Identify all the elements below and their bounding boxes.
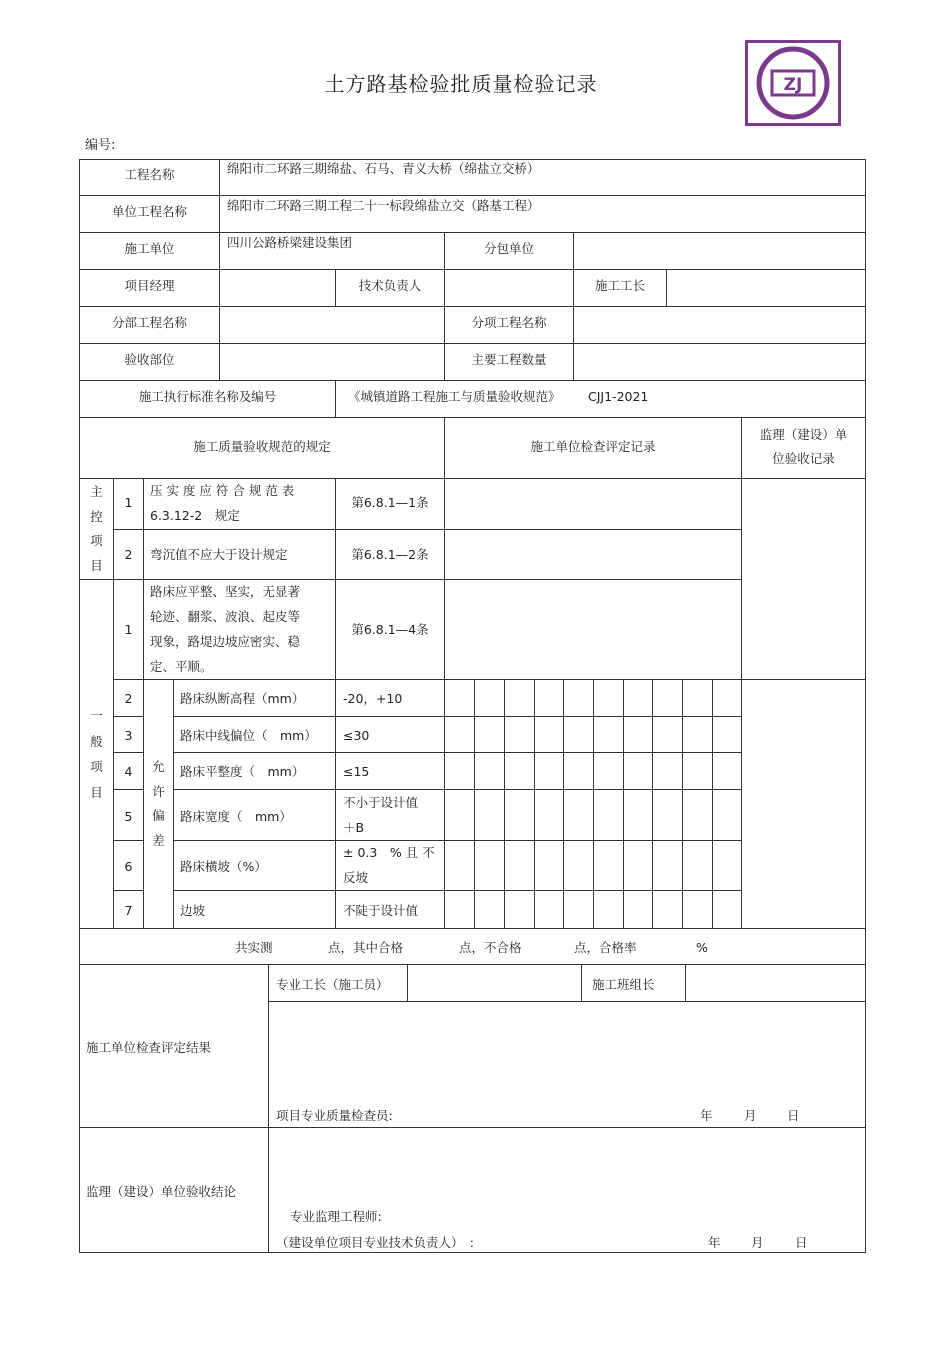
serial-number-label: 编号: [85, 138, 116, 153]
contractor-result-label: 施工单位检查评定结果 [86, 1040, 212, 1055]
tol-row-no: 4 [124, 764, 133, 779]
team-leader-label: 施工班组长 [592, 977, 655, 992]
group-char: 项 [90, 759, 103, 774]
quantity-label: 主要工程数量 [471, 352, 547, 367]
tol-row-value [343, 790, 418, 840]
unit-project-label: 单位工程名称 [111, 204, 187, 219]
tol-line: 不小于设计值 [343, 795, 419, 810]
group-char: 控 [90, 508, 103, 524]
tol-row-value: 不陡于设计值 [343, 903, 419, 918]
group-char: 目 [90, 557, 103, 573]
standard-name: 《城镇道路工程施工与质量验收规范》 [348, 389, 561, 404]
desc-line: 6.3.12-2 规定 [150, 507, 240, 523]
tol-row-item: 路床宽度（ mm） [180, 809, 292, 824]
supervisor-record-header-line1: 监理（建设）单 [759, 427, 848, 442]
tol-line: ± 0.3 % 且 不 [343, 845, 435, 860]
tol-row-no: 7 [124, 903, 133, 918]
day-label: 日 [795, 1235, 808, 1250]
spec-header: 施工质量验收规范的规定 [193, 439, 331, 454]
location-label: 验收部位 [124, 352, 175, 367]
tol-row-item: 路床中线偏位（ mm） [180, 728, 317, 743]
general-item-ref: 第6.8.1—4条 [351, 622, 429, 637]
summary-pass-label: 点，其中合格 [328, 940, 404, 955]
allow-char: 偏 [152, 808, 165, 823]
desc-line: 轮迹、翻浆、波浪、起皮等 [150, 609, 301, 624]
contractor-label: 施工单位 [124, 241, 175, 256]
summary-fail-label: 点，不合格 [459, 940, 522, 955]
owner-tech-lead-label: （建设单位项目专业技术负责人） : [276, 1235, 474, 1250]
logo-text: ZJ [783, 75, 803, 95]
group-char: 目 [90, 784, 103, 800]
tol-row-item: 路床横坡（%） [180, 859, 267, 874]
tol-line: 反坡 [343, 870, 369, 885]
tol-row-value: -20，+10 [343, 691, 403, 706]
quality-inspector-label: 项目专业质量检查员: [276, 1108, 393, 1123]
contractor-record-header: 施工单位检查评定记录 [530, 439, 656, 454]
month-label: 月 [751, 1235, 764, 1250]
summary-rate-label: 点，合格率 [574, 940, 637, 955]
tech-lead-label: 技术负责人 [358, 278, 422, 293]
main-item-no: 1 [124, 495, 133, 510]
day-label: 日 [787, 1108, 800, 1123]
standard-code: CJJ1-2021 [588, 389, 649, 404]
group-char: 项 [90, 533, 103, 548]
project-name-label: 工程名称 [124, 167, 175, 182]
general-item-no: 1 [124, 622, 133, 637]
main-item-ref: 第6.8.1—1条 [351, 495, 429, 510]
specialist-foreman-label: 专业工长（施工员） [276, 977, 389, 992]
tol-row-value: ≤30 [343, 728, 370, 743]
desc-line: 路床应平整、坚实，无显著 [150, 584, 301, 599]
group-char: 主 [90, 484, 103, 499]
main-items-group-label [80, 480, 113, 578]
foreman-label: 施工工长 [594, 278, 645, 293]
supervisor-result-label: 监理（建设）单位验收结论 [86, 1184, 237, 1199]
year-label: 年 [708, 1235, 721, 1250]
main-item-no: 2 [124, 547, 133, 562]
standard-label: 施工执行标准名称及编号 [138, 389, 277, 404]
group-char: 般 [90, 733, 103, 749]
division-label: 分部工程名称 [111, 315, 187, 330]
supervisor-record-header-line2: 位验收记录 [772, 451, 835, 466]
pm-label: 项目经理 [124, 278, 175, 293]
allow-char: 允 [152, 759, 165, 774]
general-items-group-label [80, 703, 113, 805]
tol-row-no: 5 [124, 809, 133, 824]
allowable-deviation-label [144, 755, 173, 853]
tol-row-item: 路床平整度（ mm） [180, 764, 305, 779]
tol-row-no: 2 [124, 691, 133, 706]
tol-row-value [343, 840, 435, 890]
allow-char: 差 [152, 832, 165, 848]
tol-row-item: 路床纵断高程（mm） [180, 691, 305, 706]
tol-line: ＋B [343, 820, 365, 835]
subcontractor-label: 分包单位 [483, 241, 534, 256]
summary-total-label: 共实测 [235, 940, 273, 955]
main-item-ref: 第6.8.1—2条 [351, 547, 429, 562]
summary-percent: % [696, 940, 708, 955]
allow-char: 许 [152, 783, 165, 799]
desc-line: 现象，路堤边坡应密实、稳 [150, 634, 301, 649]
project-name-value: 绵阳市二环路三期绵盐、石马、青义大桥（绵盐立交桥） [227, 161, 540, 176]
tol-row-no: 3 [124, 728, 133, 743]
desc-line: 定、平顺。 [150, 659, 213, 674]
main-item-desc [150, 479, 294, 528]
page-title: 土方路基检验批质量检验记录 [324, 72, 598, 96]
unit-project-value: 绵阳市二环路三期工程二十一标段绵盐立交（路基工程） [227, 198, 540, 213]
group-char: 一 [90, 708, 103, 723]
tol-row-item: 边坡 [180, 903, 206, 918]
tol-row-no: 6 [124, 859, 133, 874]
supervising-engineer-label: 专业监理工程师: [290, 1209, 382, 1224]
main-item-desc: 弯沉值不应大于设计规定 [150, 547, 288, 562]
tol-row-value: ≤15 [343, 764, 370, 779]
desc-line: 压 实 度 应 符 合 规 范 表 [150, 483, 295, 498]
year-label: 年 [700, 1108, 713, 1123]
contractor-value: 四川公路桥梁建设集团 [227, 235, 353, 250]
general-item-desc [150, 579, 300, 679]
subitem-label: 分项工程名称 [471, 315, 547, 330]
month-label: 月 [744, 1108, 757, 1123]
